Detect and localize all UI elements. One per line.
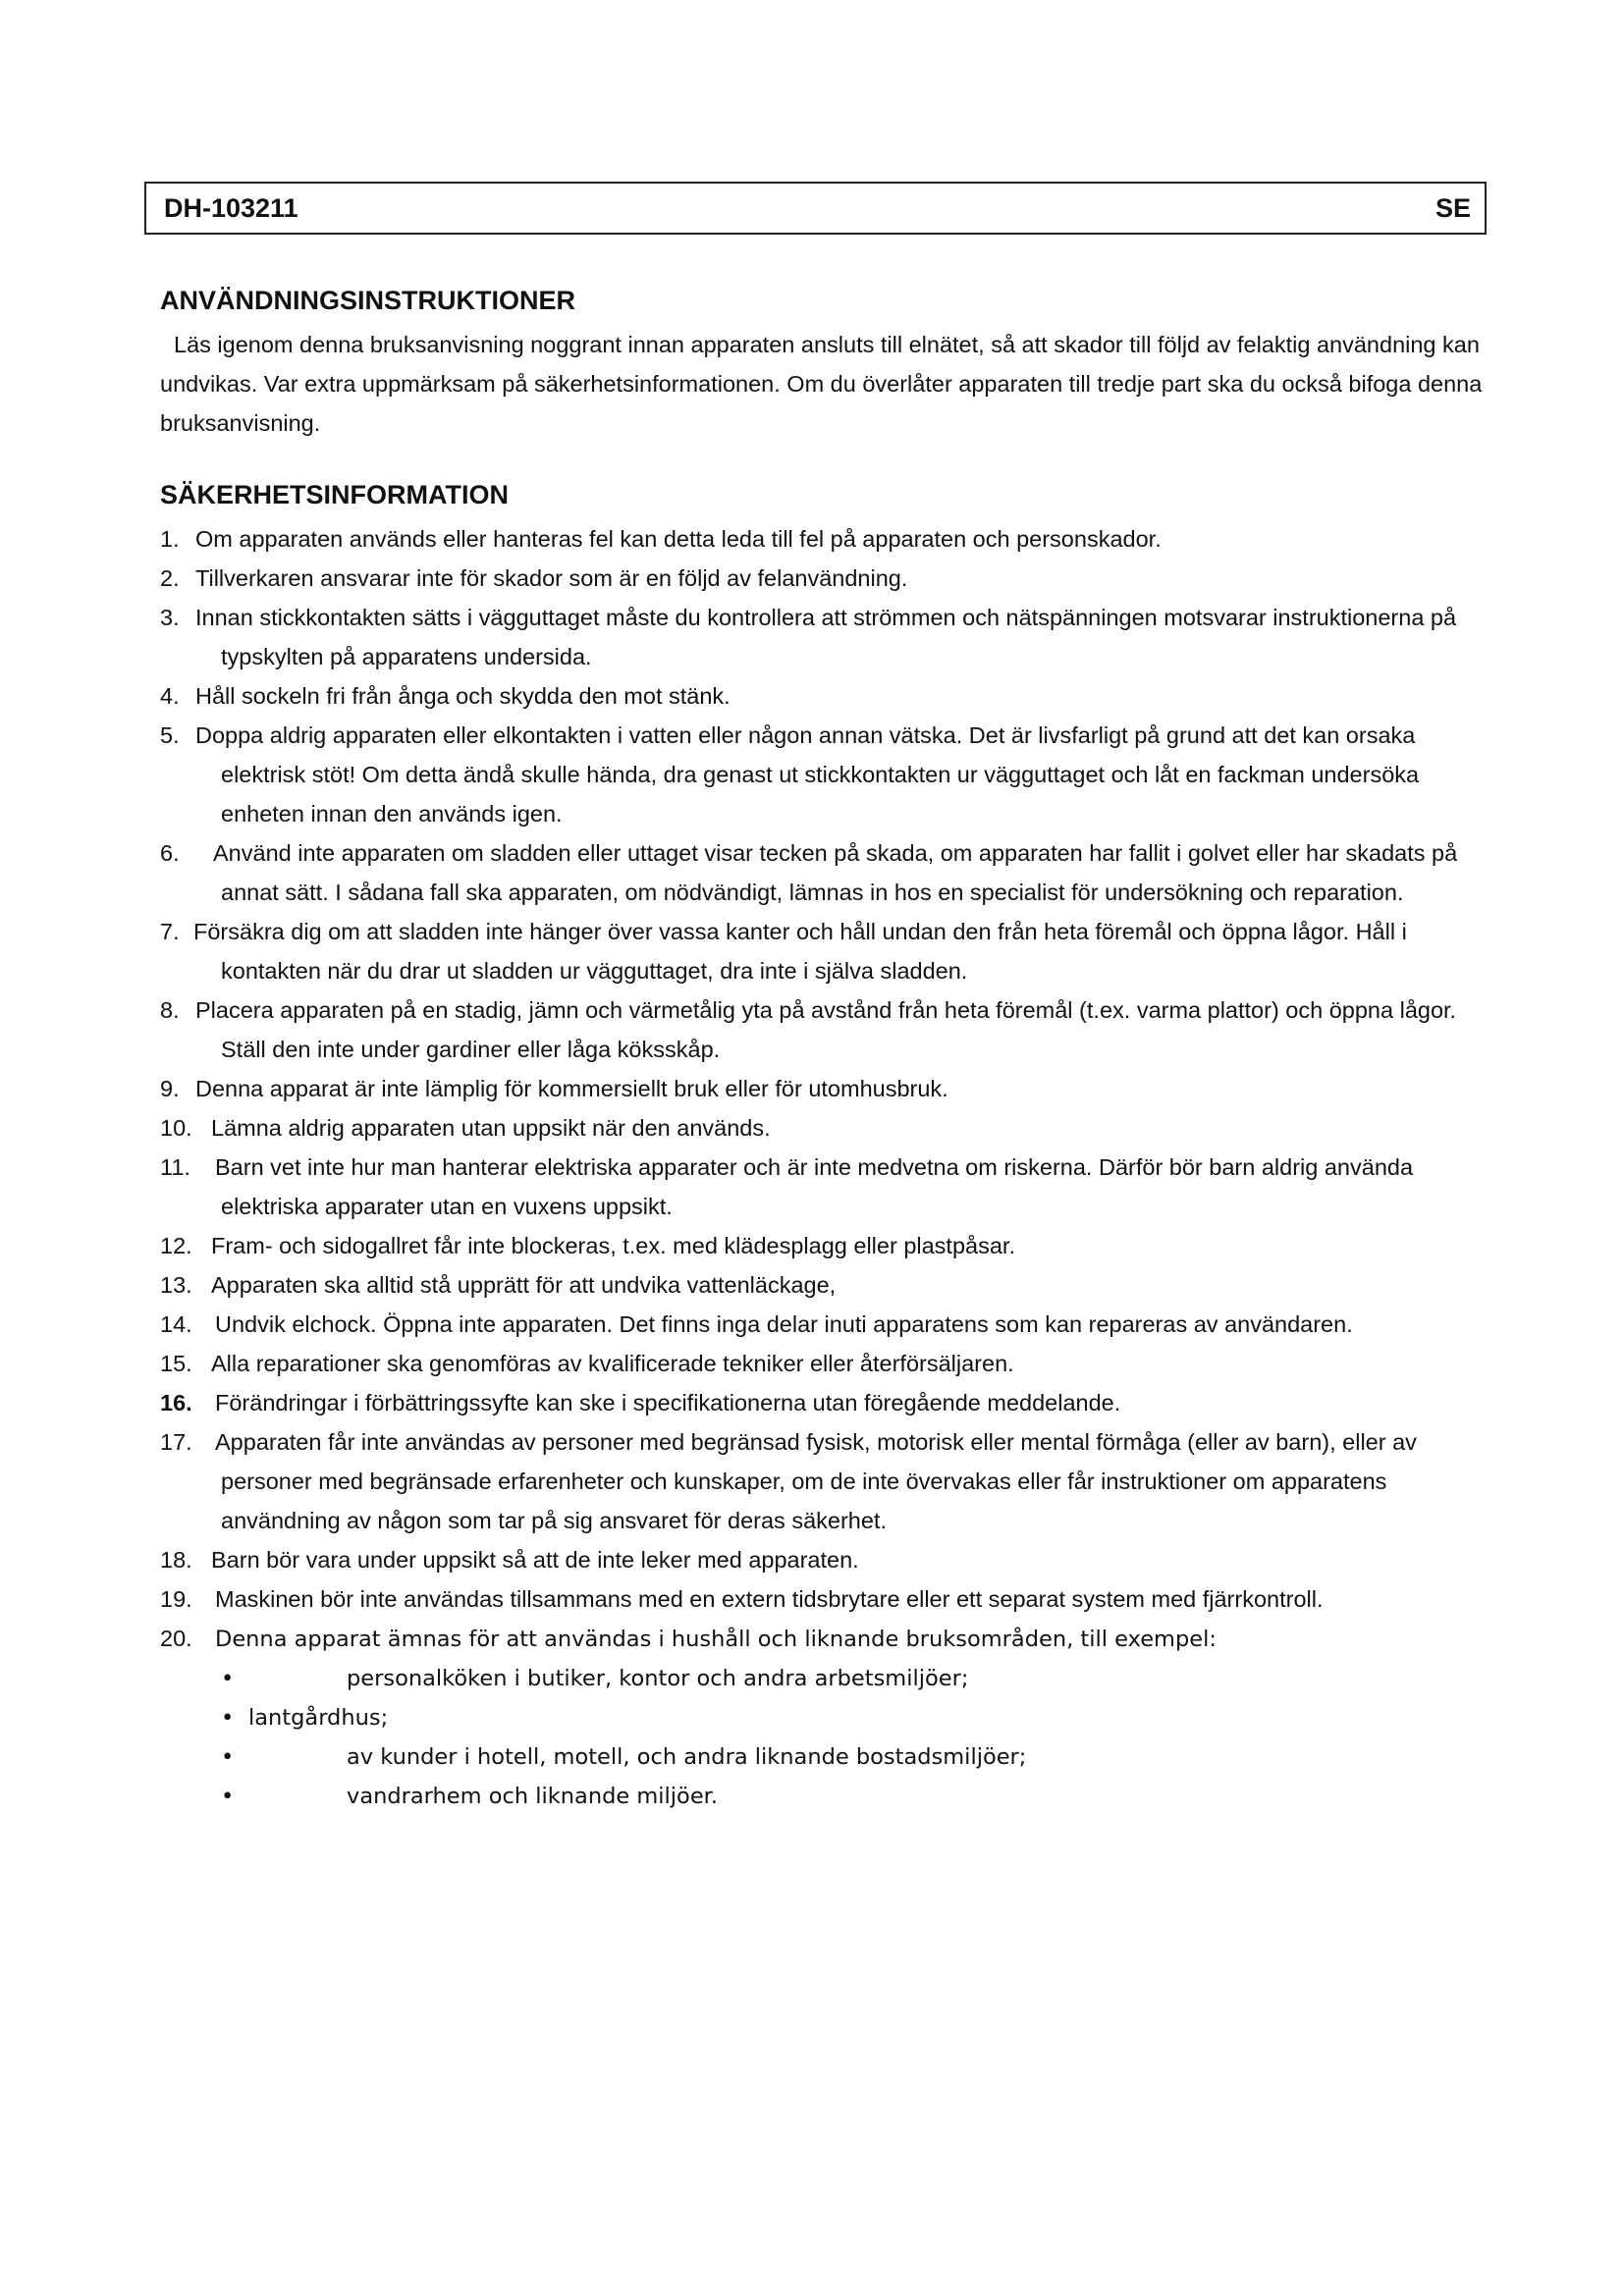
- list-item: [160, 1383, 1487, 1422]
- item-number: 14.: [160, 1311, 192, 1337]
- item-text: Använd inte apparaten om sladden eller uttaget visar tecken på skada, om apparaten har fallit i golvet eller har skadats på annat sätt. I sådana fall ska apparaten, om nödvändigt, lämnas in hos en specialist för undersökning och reparation.: [213, 840, 1458, 905]
- item-number: 6.: [160, 840, 180, 866]
- bullet-text: lantgårdhus;: [248, 1705, 389, 1731]
- item-text: Håll sockeln fri från ånga och skydda den mot stänk.: [195, 683, 731, 709]
- item-number: 16.: [160, 1390, 192, 1415]
- item-number: 11.: [160, 1154, 190, 1180]
- item-text: Lämna aldrig apparaten utan uppsikt när den används.: [211, 1115, 771, 1141]
- item-text: Försäkra dig om att sladden inte hänger över vassa kanter och håll undan den från heta föremål och öppna lågor. Håll i kontakten när du drar ut sladden ur vägguttaget, dra inte i själva sladden.: [193, 919, 1407, 984]
- list-item: [160, 990, 1487, 1069]
- item-text: Om apparaten används eller hanteras fel kan detta leda till fel på apparaten och personskador.: [195, 526, 1162, 552]
- safety-list: [160, 519, 1487, 1659]
- item-text: Fram- och sidogallret får inte blockeras, t.ex. med klädesplagg eller plastpåsar.: [211, 1233, 1015, 1258]
- item-text: Alla reparationer ska genomföras av kvalificerade tekniker eller återförsäljaren.: [211, 1351, 1014, 1376]
- bullet-text: vandrarhem och liknande miljöer.: [347, 1784, 718, 1809]
- item-number: 18.: [160, 1547, 192, 1573]
- list-item: [160, 1069, 1487, 1108]
- list-item: [160, 833, 1487, 912]
- item-number: 3.: [160, 605, 180, 630]
- item-text: Apparaten får inte användas av personer med begränsad fysisk, motorisk eller mental förmåga (eller av barn), eller av personer med begränsade erfarenheter och kunskaper, om de inte övervakas eller får instruktioner om apparatens användning av någon som tar på sig ansvaret för deras säkerhet.: [215, 1429, 1417, 1533]
- list-item: [160, 1148, 1487, 1226]
- item-number: 13.: [160, 1272, 192, 1298]
- list-item: [160, 1265, 1487, 1305]
- item-number: 4.: [160, 683, 180, 709]
- item-number: 2.: [160, 565, 180, 591]
- item-text: Doppa aldrig apparaten eller elkontakten i vatten eller någon annan vätska. Det är livsfarligt på grund att det kan orsaka elektrisk stöt! Om detta ändå skulle hända, dra genast ut stickkontakten ur vägguttaget och låt en fackman undersöka enheten innan den används igen.: [195, 722, 1420, 827]
- item-number: 20.: [160, 1626, 192, 1651]
- bullet-text: personalköken i butiker, kontor och andra arbetsmiljöer;: [347, 1666, 969, 1691]
- item-number: 7.: [160, 919, 180, 944]
- bullet-item: [221, 1737, 1487, 1777]
- bullet-item: [221, 1777, 1487, 1816]
- item-number: 1.: [160, 526, 180, 552]
- list-item: [160, 716, 1487, 833]
- item-number: 5.: [160, 722, 180, 748]
- item-number: 12.: [160, 1233, 192, 1258]
- item-text: Denna apparat ämnas för att användas i hushåll och liknande bruksområden, till exempel:: [215, 1627, 1217, 1652]
- list-item: [160, 1579, 1487, 1619]
- item-text: Barn vet inte hur man hanterar elektriska apparater och är inte medvetna om riskerna. Därför bör barn aldrig använda elektriska apparater utan en vuxens uppsikt.: [215, 1154, 1414, 1219]
- bullet-icon: •: [221, 1744, 235, 1770]
- bullet-icon: •: [221, 1705, 235, 1731]
- language-code: SE: [1435, 192, 1471, 223]
- list-item: [160, 598, 1487, 676]
- list-item: [160, 1108, 1487, 1148]
- item-number: 15.: [160, 1351, 192, 1376]
- list-item: [160, 912, 1487, 990]
- bullet-text: av kunder i hotell, motell, och andra liknande bostadsmiljöer;: [347, 1744, 1027, 1770]
- list-item: [160, 1226, 1487, 1265]
- item-number: 9.: [160, 1076, 180, 1101]
- intro-paragraph: Läs igenom denna bruksanvisning noggrant innan apparaten ansluts till elnätet, så att skador till följd av felaktig användning kan undvikas. Var extra uppmärksam på säkerhetsinformationen. Om du överlåter apparaten till tredje part ska du också bifoga denna bruksanvisning.: [160, 332, 1483, 436]
- item-text: Denna apparat är inte lämplig för kommersiellt bruk eller för utomhusbruk.: [195, 1076, 948, 1101]
- item-text: Undvik elchock. Öppna inte apparaten. Det finns inga delar inuti apparatens som kan repareras av användaren.: [215, 1311, 1353, 1337]
- bullet-item: [221, 1659, 1487, 1698]
- item-number: 17.: [160, 1429, 192, 1455]
- model-number: DH-103211: [164, 192, 298, 223]
- section-title-instructions: ANVÄNDNINGSINSTRUKTIONER: [160, 286, 576, 315]
- list-item: [160, 1540, 1487, 1579]
- document-header: [144, 182, 1487, 235]
- item-text: Förändringar i förbättringssyfte kan ske i specifikationerna utan föregående meddelande.: [215, 1390, 1121, 1415]
- list-item: [160, 1344, 1487, 1383]
- bullet-icon: •: [221, 1784, 235, 1809]
- item-number: 8.: [160, 997, 180, 1023]
- item-text: Apparaten ska alltid stå upprätt för att undvika vattenläckage,: [211, 1272, 837, 1298]
- section-title-safety: SÄKERHETSINFORMATION: [160, 480, 509, 509]
- item-number: 19.: [160, 1586, 192, 1612]
- list-item: [160, 1422, 1487, 1540]
- item-text: Tillverkaren ansvarar inte för skador som är en följd av felanvändning.: [195, 565, 908, 591]
- item-text: Innan stickkontakten sätts i vägguttaget måste du kontrollera att strömmen och nätspänningen motsvarar instruktionerna på typskylten på apparatens undersida.: [195, 605, 1457, 669]
- item-number: 10.: [160, 1115, 192, 1141]
- usage-bullet-list: [160, 1659, 1487, 1816]
- list-item: [160, 1619, 1487, 1659]
- list-item: [160, 1305, 1487, 1344]
- list-item: [160, 559, 1487, 598]
- item-text: Maskinen bör inte användas tillsammans med en extern tidsbrytare eller ett separat system med fjärrkontroll.: [215, 1586, 1324, 1612]
- list-item: [160, 519, 1487, 559]
- bullet-item: [221, 1698, 1487, 1737]
- item-text: Placera apparaten på en stadig, jämn och värmetålig yta på avstånd från heta föremål (t.ex. varma plattor) och öppna lågor. Ställ den inte under gardiner eller låga köksskåp.: [195, 997, 1457, 1062]
- document-body: [160, 284, 1487, 1816]
- bullet-icon: •: [221, 1666, 235, 1691]
- list-item: [160, 676, 1487, 716]
- item-text: Barn bör vara under uppsikt så att de inte leker med apparaten.: [211, 1547, 859, 1573]
